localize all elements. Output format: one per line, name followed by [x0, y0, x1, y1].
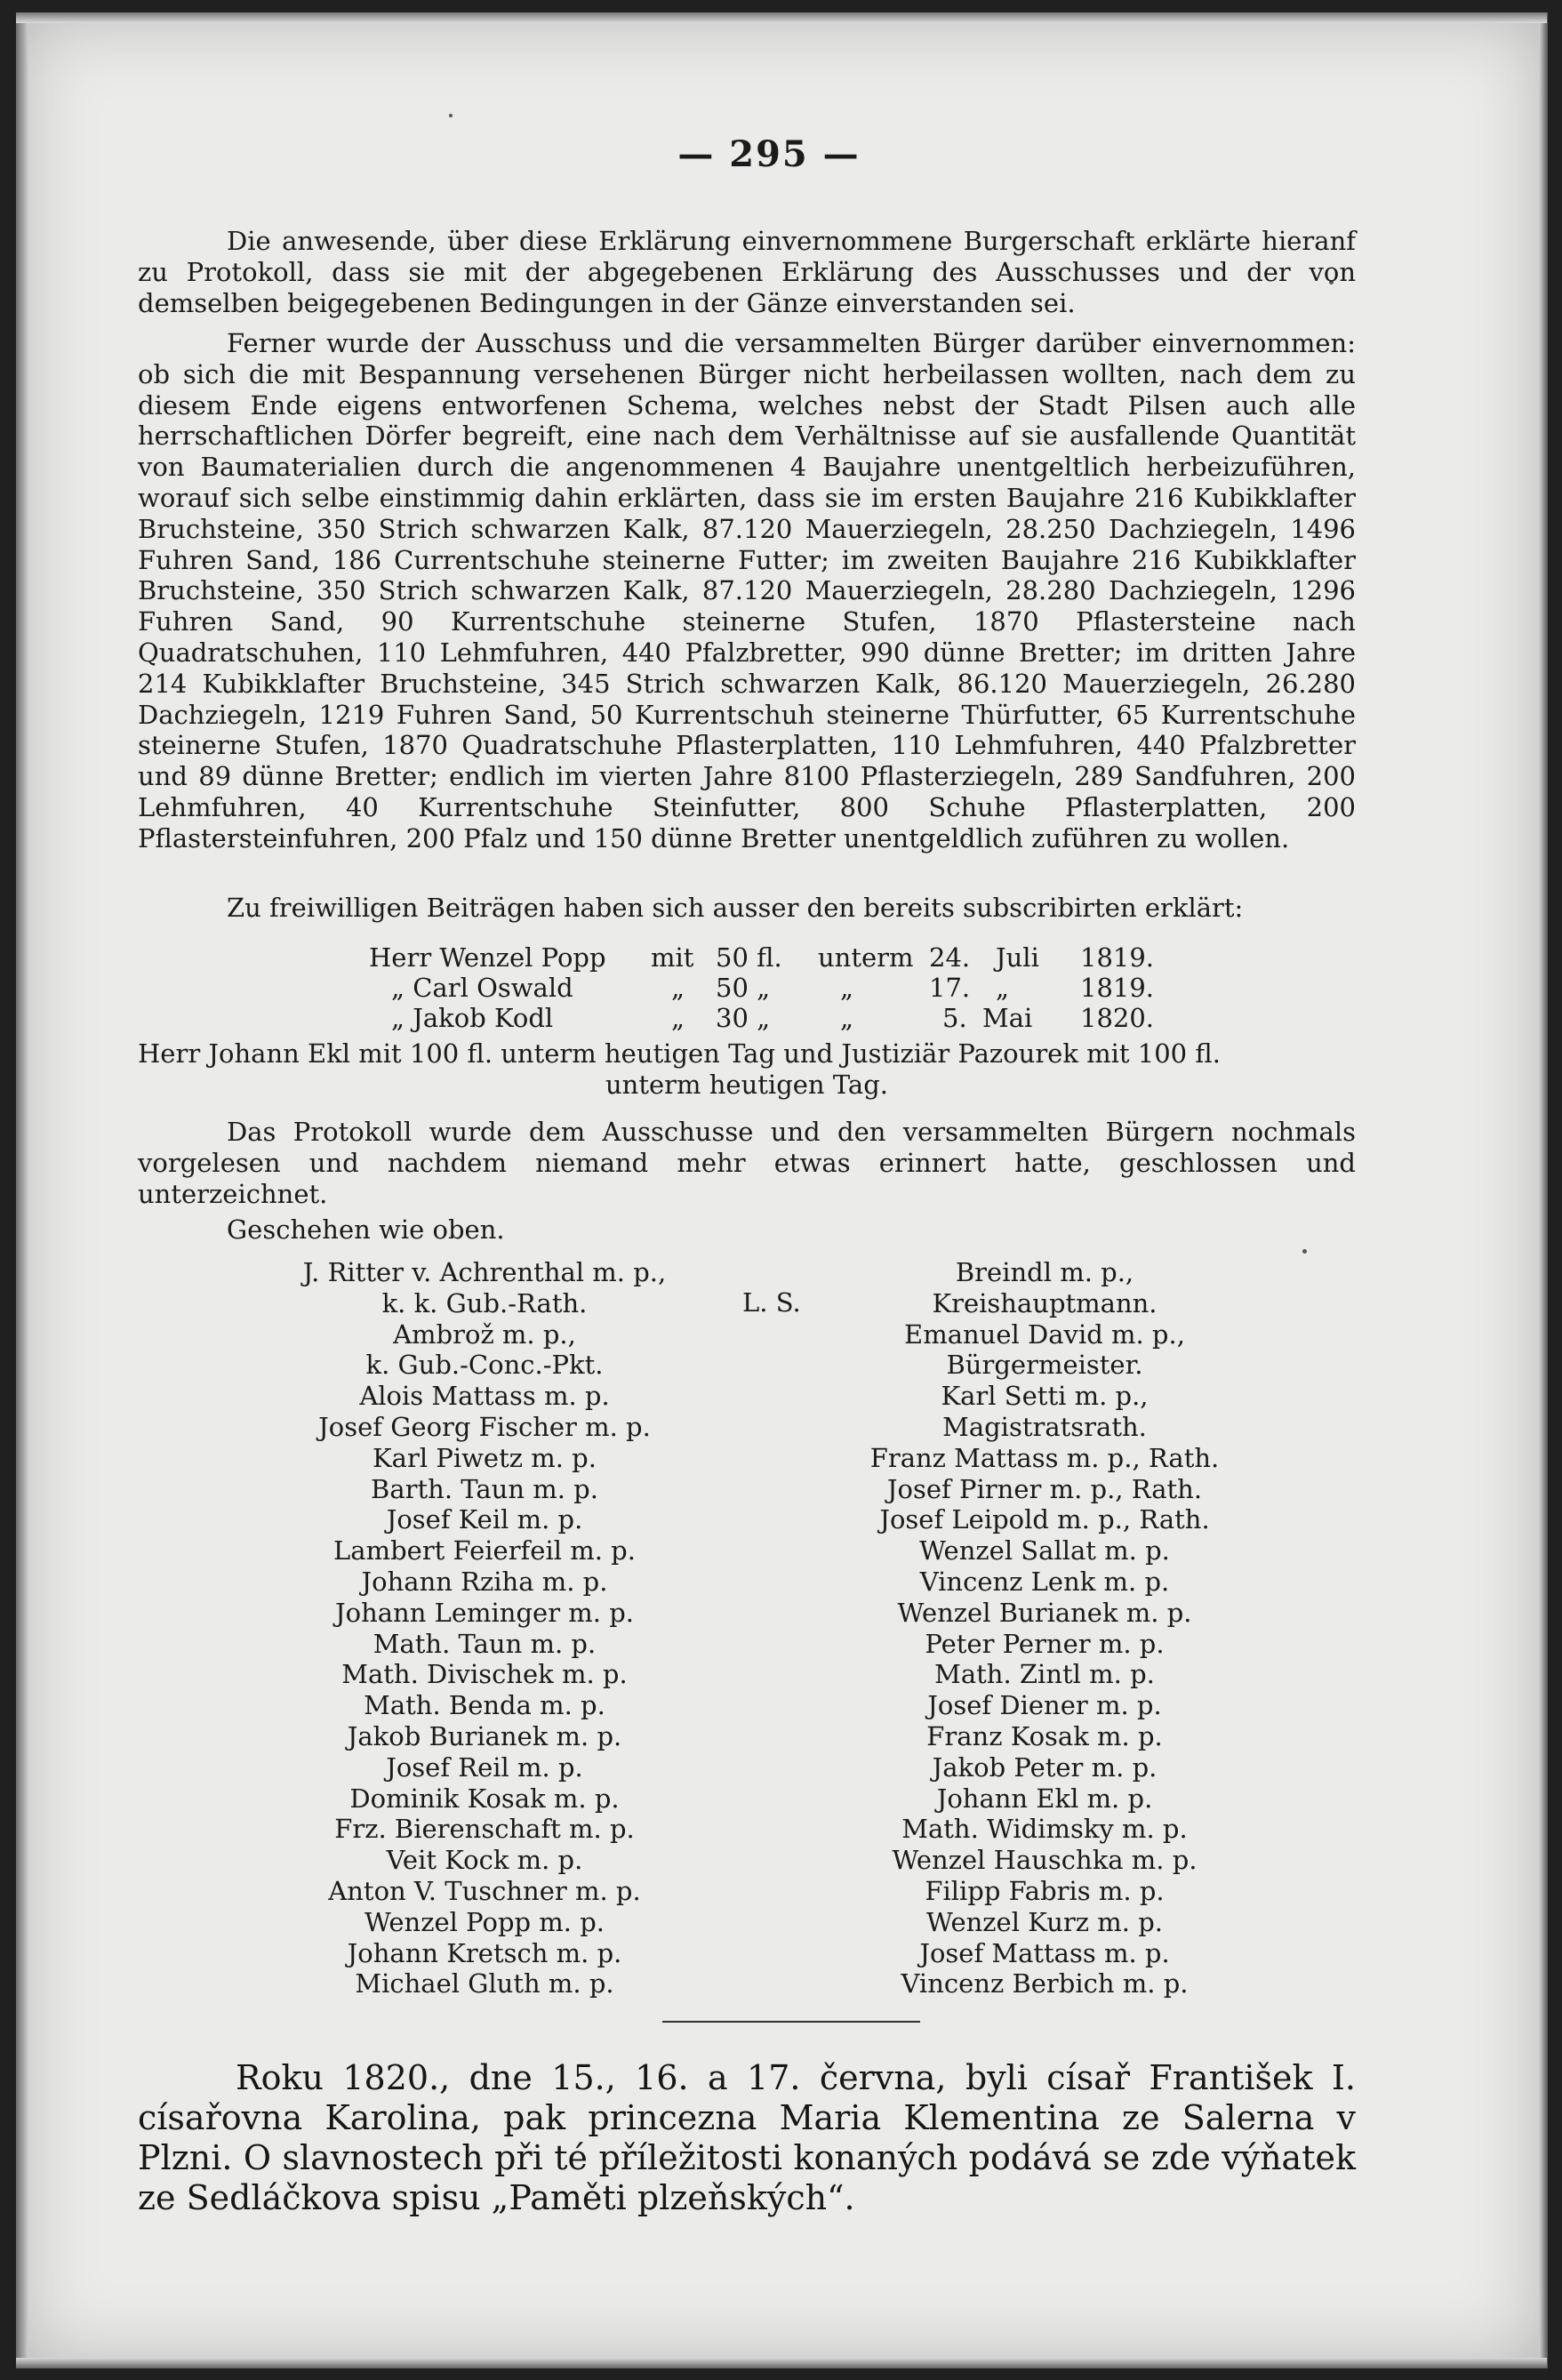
contribution-unterm: unterm: [818, 942, 914, 973]
signature-line: Wenzel Sallat m. p.: [919, 1535, 1170, 1567]
signature-line: Lambert Feierfeil m. p.: [333, 1535, 636, 1567]
signature-line: Alois Mattass m. p.: [359, 1381, 610, 1412]
signature-line: Jakob Burianek m. p.: [347, 1720, 622, 1751]
contribution-day: 24.: [929, 942, 971, 973]
paragraph-4-text: Herr Johann Ekl mit 100 fl. unterm heutigen Tag und Justiziär Pazourek mit 100 fl.: [138, 1038, 1221, 1069]
signature-line: k. Gub.-Conc.-Pkt.: [365, 1350, 604, 1381]
signature-line: Bürgermeister.: [946, 1350, 1143, 1381]
signature-line: Jakob Peter m. p.: [932, 1751, 1157, 1783]
czech-paragraph-text: Roku 1820., dne 15., 16. a 17. června, byli císař František I. císařovna Karolina, pak princezna Maria Klementina ze Salerna v Plzni. O slavnostech při té příležitosti konaných podává se zde výňatek ze Sedláčkova spisu „Paměti plzeňských“.: [138, 2058, 1356, 2217]
page-edge-left: [16, 12, 28, 2368]
page-edge-top: [16, 12, 1547, 23]
signature-line: Barth. Taun m. p.: [371, 1473, 598, 1504]
contribution-mit: mit: [651, 942, 694, 973]
paragraph-2: [138, 328, 1356, 854]
contribution-amount: 30 „: [716, 1003, 771, 1033]
signature-line: Dominik Kosak m. p.: [349, 1783, 620, 1814]
signature-line: Franz Kosak m. p.: [926, 1720, 1163, 1751]
contribution-year: 1819.: [1080, 973, 1155, 1003]
paragraph-4: [138, 1038, 1356, 1070]
page-edge-bottom: [16, 2358, 1547, 2368]
paragraph-6: [138, 1214, 1356, 1246]
signature-line: Ambrož m. p.,: [393, 1318, 576, 1350]
signature-line: Wenzel Burianek m. p.: [897, 1597, 1192, 1628]
contributor-name: Herr Wenzel Popp: [369, 942, 606, 973]
signature-line: Vincenz Berbich m. p.: [901, 1968, 1189, 1999]
print-speck: [1302, 1249, 1307, 1254]
contribution-month: Mai: [982, 1003, 1033, 1033]
paragraph-4-continuation: [138, 1070, 1356, 1101]
signature-line: Wenzel Hauschka m. p.: [892, 1845, 1198, 1876]
contribution-year: 1820.: [1080, 1003, 1155, 1033]
signature-line: Math. Divischek m. p.: [341, 1659, 628, 1690]
paragraph-2-text: Ferner wurde der Ausschuss und die versammelten Bürger darüber einvernommen: ob sich die mit Bespannung versehenen Bürger nicht herbeilassen wollten, nach dem zu diesem Ende eigens entworfenen Schema, welches nebst der Stadt Pilsen auch alle herrschaftlichen Dörfer begreift, eine nach dem Verhältnisse auf sie ausfallende Quantität von Baumaterialien durch die angenommenen 4 Baujahre unentgeltlich herbeizuführen, worauf sich selbe einstimmig dahin erklärten, dass sie im ersten Baujahre 216 Kubikklafter Bruchsteine, 350 Strich schwarzen Kalk, 87.120 Mauerziegeln, 28.250 Dachziegeln, 1496 Fuhren Sand, 186 Currentschuhe steinerne Futter; im zweiten Baujahre 216 Kubikklafter Bruchsteine, 350 Strich schwarzen Kalk, 87.120 Mauerziegeln, 28.280 Dachziegeln, 1296 Fuhren Sand, 90 Kurrentschuhe steinerne Stufen, 1870 Pflastersteine nach Quadratschuhen, 110 Lehmfuhren, 440 Pfalzbretter, 990 dünne Bretter; im dritten Jahre 214 Kubikklafter Bruchsteine, 345 Strich schwarzen Kalk, 86.120 Mauerziegeln, 26.280 Dachziegeln, 1219 Fuhren Sand, 50 Kurrentschuh steinerne Thürfutter, 65 Kurrentschuhe steinerne Stufen, 1870 Quadratschuhe Pflasterplatten, 110 Lehmfuhren, 440 Pfalzbretter und 89 dünne Bretter; endlich im vierten Jahre 8100 Pflasterziegeln, 289 Sandfuhren, 200 Lehmfuhren, 40 Kurrentschuhe Steinfutter, 800 Schuhe Pflasterplatten, 200 Pflastersteinfuhren, 200 Pfalz und 150 dünne Bretter unentgeldlich zuführen zu wollen.: [138, 328, 1356, 853]
paragraph-6-text: Geschehen wie oben.: [227, 1214, 505, 1245]
signature-line: Peter Perner m. p.: [925, 1628, 1165, 1659]
contribution-amount: 50 fl.: [716, 942, 782, 973]
signature-line: Josef Reil m. p.: [386, 1751, 583, 1783]
signature-line: Franz Mattass m. p., Rath.: [869, 1442, 1220, 1473]
signature-line: J. Ritter v. Achrenthal m. p.,: [302, 1257, 667, 1287]
print-speck: [449, 114, 453, 117]
czech-paragraph: [138, 2058, 1356, 2218]
signature-line: Johann Ekl m. p.: [936, 1783, 1153, 1814]
contribution-day: 17.: [929, 973, 971, 1003]
signature-line: Filipp Fabris m. p.: [925, 1875, 1165, 1906]
signature-line: Josef Mattass m. p.: [919, 1937, 1170, 1968]
signature-line: Josef Pirner m. p., Rath.: [886, 1473, 1203, 1504]
paragraph-1-text: Die anwesende, über diese Erklärung einvernommene Burgerschaft erklärte hieranf zu Protokoll, dass sie mit der abgegebenen Erklärung des Ausschusses und der von demselben beigegebenen Bedingungen in der Gänze einverstanden sei.: [138, 226, 1356, 318]
signature-line: Math. Zintl m. p.: [934, 1659, 1155, 1690]
page-edge-right: [1539, 12, 1548, 2368]
signatures-right-column: [796, 1257, 1294, 1999]
signature-line: Emanuel David m. p.,: [904, 1318, 1185, 1350]
signature-line: Vincenz Lenk m. p.: [919, 1566, 1170, 1597]
signature-line: Math. Widimsky m. p.: [901, 1814, 1188, 1845]
signature-line: Math. Benda m. p.: [364, 1690, 605, 1721]
signature-line: Veit Kock m. p.: [386, 1845, 583, 1876]
contribution-unterm: „: [840, 1003, 854, 1033]
paragraph-4b-text: unterm heutigen Tag.: [605, 1070, 888, 1100]
contribution-unterm: „: [840, 973, 854, 1003]
seal-locus-sigilli: L. S.: [742, 1287, 801, 1318]
signature-line: Wenzel Popp m. p.: [364, 1906, 605, 1937]
contributor-name: „ Jakob Kodl: [391, 1003, 554, 1033]
signature-line: Kreishauptmann.: [932, 1287, 1157, 1318]
signature-line: Anton V. Tuschner m. p.: [328, 1875, 641, 1906]
signature-line: Johann Leminger m. p.: [334, 1597, 635, 1628]
signature-line: Breindl m. p.,: [955, 1257, 1134, 1287]
signature-line: Michael Gluth m. p.: [355, 1968, 614, 1999]
contributor-name: „ Carl Oswald: [391, 973, 573, 1003]
signature-line: Josef Georg Fischer m. p.: [318, 1411, 651, 1442]
paragraph-5-text: Das Protokoll wurde dem Ausschusse und den versammelten Bürgern nochmals vorgelesen und nachdem niemand mehr etwas erinnert hatte, geschlossen und unterzeichnet.: [138, 1117, 1356, 1209]
paragraph-3: [138, 893, 1356, 924]
page-number: — 295 —: [677, 133, 861, 175]
signature-line: k. k. Gub.-Rath.: [381, 1287, 588, 1318]
signature-line: Johann Kretsch m. p.: [347, 1937, 622, 1968]
contribution-day: 5.: [942, 1003, 967, 1033]
signature-line: Frz. Bierenschaft m. p.: [334, 1814, 635, 1845]
signature-line: Karl Piwetz m. p.: [372, 1442, 597, 1473]
contribution-mit: „: [671, 1003, 685, 1033]
signature-line: Johann Rziha m. p.: [361, 1566, 608, 1597]
section-divider: [662, 2021, 920, 2023]
signature-line: Josef Keil m. p.: [386, 1504, 583, 1535]
contribution-mit: „: [671, 973, 685, 1003]
contribution-amount: 50 „: [716, 973, 771, 1003]
signature-line: Josef Leipold m. p., Rath.: [879, 1504, 1210, 1535]
paragraph-3-text: Zu freiwilligen Beiträgen haben sich ausser den bereits subscribirten erklärt:: [227, 893, 1244, 923]
signatures-left-column: [253, 1257, 716, 1999]
contribution-month: „: [996, 973, 1010, 1003]
contribution-year: 1819.: [1080, 942, 1155, 973]
signature-line: Math. Taun m. p.: [372, 1628, 597, 1659]
signature-line: Karl Setti m. p.,: [941, 1381, 1149, 1412]
signature-line: Wenzel Kurz m. p.: [926, 1906, 1163, 1937]
contribution-month: Juli: [996, 942, 1039, 973]
paragraph-5: [138, 1117, 1356, 1209]
signature-line: Josef Diener m. p.: [927, 1690, 1162, 1721]
paragraph-1: [138, 226, 1356, 318]
signature-line: Magistratsrath.: [942, 1411, 1147, 1442]
